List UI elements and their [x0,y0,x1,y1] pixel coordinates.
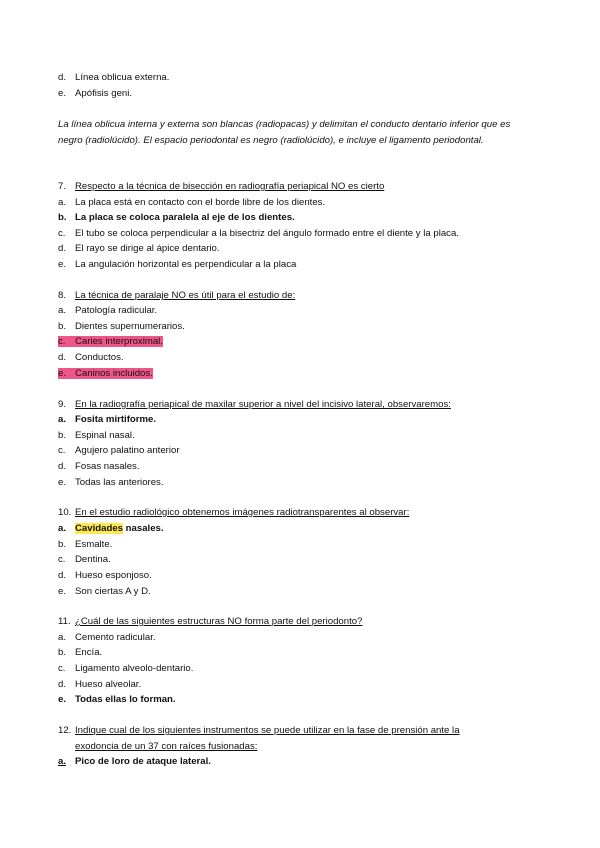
q7-option-b: b. La placa se coloca paralela al eje de los dientes. [58,212,295,223]
question-9: 9. En la radiografía periapical de maxilar superior a nivel del incisivo lateral, observaremos: [58,399,451,410]
q7-option-d: d. El rayo se dirige al ápice dentario. [58,243,220,254]
q9-option-a: a. Fosita mirtiforme. [58,414,157,425]
q8-option-c: c. Caries interproximal. [58,336,163,347]
question-10: 10. En el estudio radiológico obtenemos imágenes radiotransparentes al observar: [58,507,410,518]
q10-option-e: e. Son ciertas A y D. [58,586,151,597]
q7-option-c: c. El tubo se coloca perpendicular a la bisectriz del ángulo formado entre el diente y la placa. [58,228,459,239]
q8-option-d: d. Conductos. [58,352,124,363]
option-e: e. Apófisis geni. [58,88,133,99]
question-8: 8. La técnica de paralaje NO es útil para el estudio de: [58,290,296,301]
question-12-continuation: exodoncia de un 37 con raíces fusionadas: [75,741,258,752]
q9-option-e: e. Todas las anteriores. [58,477,164,488]
q10-option-b: b. Esmalte. [58,539,113,550]
q8-option-e: e. Caninos incluidos. [58,368,153,379]
q8-option-a: a. Patología radicular. [58,305,158,316]
q8-option-b: b. Dientes supernumerarios. [58,321,185,332]
question-12: 12. Indique cual de los siguientes instrumentos se puede utilizar en la fase de prensión ante la [58,725,460,736]
q11-option-c: c. Ligamento alveolo-dentario. [58,663,194,674]
q7-option-e: e. La angulación horizontal es perpendicular a la placa [58,259,297,270]
q9-option-b: b. Espinal nasal. [58,430,135,441]
q7-option-a: a. La placa está en contacto con el borde libre de los dientes. [58,197,326,208]
option-d: d. Línea oblicua externa. [58,72,170,83]
q10-option-d: d. Hueso esponjoso. [58,570,152,581]
q12-option-a: a. Pico de loro de ataque lateral. [58,756,211,767]
question-7: 7. Respecto a la técnica de bisección en radiografía periapical NO es cierto [58,181,385,192]
question-11: 11. ¿Cuál de las siguientes estructuras NO forma parte del periodonto? [58,616,363,627]
q9-option-d: d. Fosas nasales. [58,461,140,472]
q9-option-c: c. Agujero palatino anterior [58,445,180,456]
q10-option-a: a. Cavidades nasales. [58,523,164,534]
q11-option-e: e. Todas ellas lo forman. [58,694,176,705]
q11-option-b: b. Encía. [58,647,103,658]
q11-option-d: d. Hueso alveolar. [58,679,142,690]
q10-option-c: c. Dentina. [58,554,111,565]
explanation-note: La línea oblicua interna y externa son blancas (radiopacas) y delimitan el conducto dentario inferior que es negro (radiolúcido). El espacio periodontal es negro (radiolúcido), e incluye el ligamento periodontal. [58,119,511,146]
q11-option-a: a. Cemento radicular. [58,632,156,643]
